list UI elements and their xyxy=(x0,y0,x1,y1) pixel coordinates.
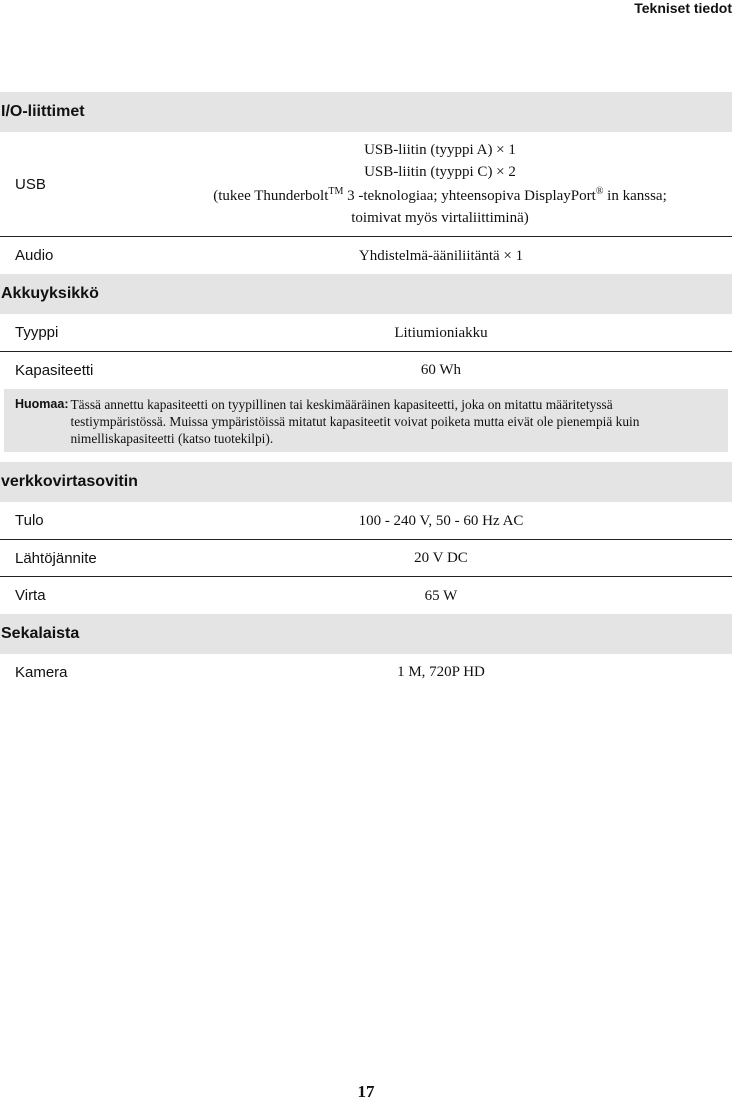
section-title-misc: Sekalaista xyxy=(0,614,732,654)
note-text: Tässä annettu kapasiteetti on tyypillinen tai keskimääräinen kapasiteetti, joka on mitattu määritetyssä testiympäristössä. Muissa ympäristöissä mitatut kapasiteetit voivat poiketa mutta eivät ole pienempiä kuin nimelliskapasiteetti (katso tuotekilpi). xyxy=(70,397,640,446)
spec-value-capacity: 60 Wh xyxy=(420,362,462,378)
spec-row-output-voltage xyxy=(0,540,732,577)
spec-value-output-voltage: 20 V DC xyxy=(414,550,468,566)
spec-label-capacity: Kapasiteetti xyxy=(15,361,94,379)
spec-label-input: Tulo xyxy=(15,512,44,529)
section-title-ac-adapter: verkkovirtasovitin xyxy=(0,462,732,502)
usb-thunderbolt-note: (tukee Thunderbolt™ 3 -teknologiaa; yhteensopiva DisplayPort® in kanssa; xyxy=(213,186,667,204)
spec-value-camera: 1 M, 720P HD xyxy=(397,664,485,680)
spec-label-camera: Kamera xyxy=(15,663,68,681)
spec-label-battery-type: Tyyppi xyxy=(15,324,59,341)
spec-row-usb xyxy=(0,132,732,237)
spec-value-input: 100 - 240 V, 50 - 60 Hz AC xyxy=(358,512,524,529)
spec-row-audio xyxy=(0,237,732,274)
spec-label-output-voltage: Lähtöjännite xyxy=(15,549,97,567)
spec-row-capacity xyxy=(0,352,732,388)
page-number: 17 xyxy=(357,1082,375,1101)
spec-value-usb xyxy=(148,139,732,229)
note-label: Huomaa: xyxy=(15,397,69,411)
section-title-io-ports: I/O-liittimet xyxy=(0,92,732,132)
usb-line-type-a: USB-liitin (tyyppi A) × 1 xyxy=(364,142,516,158)
spec-row-power xyxy=(0,577,732,614)
spec-value-power: 65 W xyxy=(424,587,458,604)
spec-value-audio: Yhdistelmä-ääniliitäntä × 1 xyxy=(358,247,524,264)
spec-row-battery-type xyxy=(0,314,732,352)
spec-row-camera xyxy=(0,654,732,690)
spec-label-audio: Audio xyxy=(15,247,54,264)
section-title-battery: Akkuyksikkö xyxy=(0,274,732,314)
spec-row-input xyxy=(0,502,732,540)
usb-line-type-c: USB-liitin (tyyppi C) × 2 xyxy=(364,164,516,180)
page-header-title: Tekniset tiedot xyxy=(634,0,732,16)
battery-note-box xyxy=(4,389,728,452)
spec-table xyxy=(0,92,732,690)
spec-label-usb: USB xyxy=(15,175,46,193)
spec-value-battery-type: Litiumioniakku xyxy=(394,324,488,341)
usb-thunderbolt-note-line2: toimivat myös virtaliittiminä) xyxy=(351,210,529,226)
spec-label-power: Virta xyxy=(15,587,46,604)
